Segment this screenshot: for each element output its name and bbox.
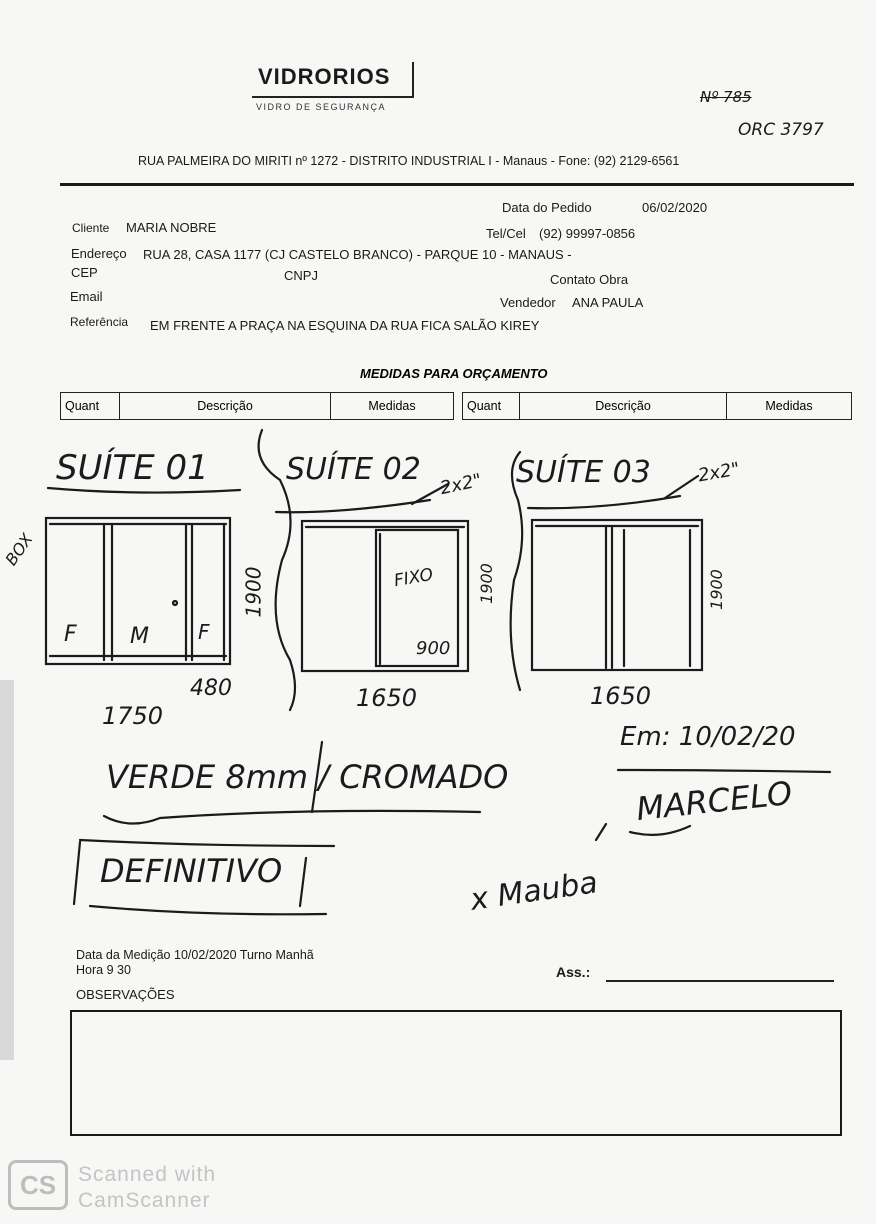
camscanner-watermark [78,1162,216,1214]
orc-number: ORC 3797 [738,120,824,140]
reference-value: EM FRENTE A PRAÇA NA ESQUINA DA RUA FICA SALÃO KIREY [150,318,540,333]
install-date: Em: 10/02/20 [620,722,796,752]
client-signature: x Mauba [468,865,600,918]
suite1-height: 1900 [241,566,266,618]
address-label: Endereço [71,246,127,261]
definitivo-note: DEFINITIVO [100,852,283,890]
signature-line [606,980,834,982]
client-value: MARIA NOBRE [126,220,217,235]
suite2-rail-size: 2x2" [438,469,484,500]
col-quant: Quant [463,393,520,419]
signature-label: Ass.: [556,964,591,980]
hour-value: 9 30 [106,963,131,977]
order-date-value: 06/02/2020 [642,200,708,215]
suite3-width: 1650 [590,682,652,710]
suite3-height: 1900 [706,569,726,610]
client-label: Cliente [72,221,110,235]
seller-value: ANA PAULA [572,295,644,310]
company-logo: VIDRORIOS [258,64,391,89]
phone-value: (92) 99997-0856 [539,226,636,241]
cnpj-label: CNPJ [284,268,318,283]
turn-value: Manhã [275,948,314,962]
installer-name: MARCELO [634,773,794,829]
suite1-panel: 480 [190,676,232,701]
suite1-width: 1750 [102,702,164,730]
suite1-mobile: M [130,624,149,649]
suite2-width: 1650 [356,684,418,712]
suite2-label: SUÍTE 02 [286,452,421,487]
watermark-line2: CamScanner [78,1189,211,1212]
suite2-fixed: FIXO [392,564,435,592]
col-description: Descrição [520,393,727,419]
suite2-panel: 900 [416,638,451,659]
box-label: BOX [1,530,37,569]
suite1-fixed-left: F [64,622,77,647]
turn-label: Turno [239,948,273,962]
cep-label: CEP [71,265,98,280]
col-quant: Quant [61,393,120,419]
glass-underline [104,811,480,824]
contact-label: Contato Obra [550,272,629,287]
seller-label: Vendedor [500,295,556,310]
order-date-label: Data do Pedido [502,200,592,215]
hour-label: Hora [76,963,104,977]
address-value: RUA 28, CASA 1177 (CJ CASTELO BRANCO) - PARQUE 10 - MANAUS - [143,247,572,262]
form-number: Nº 785 [700,88,752,106]
observations-box [70,1010,842,1136]
watermark-line1: Scanned with [78,1163,217,1186]
measure-date-label: Data da Medição [76,948,171,962]
suite2-height: 1900 [476,563,496,604]
col-measures: Medidas [368,399,416,413]
measure-info-line2 [76,963,131,977]
suite3-rail-size: 2x2" [696,458,742,487]
logo-tagline: VIDRO DE SEGURANÇA [256,102,387,112]
col-description: Descrição [120,393,331,419]
install-underline [618,770,830,772]
suite1-fixed-right: F [198,620,210,644]
phone-label: Tel/Cel [486,226,526,241]
col-measures: Medidas [765,399,813,413]
company-address: RUA PALMEIRA DO MIRITI nº 1272 - DISTRITO INDUSTRIAL I - Manaus - Fone: (92) 2129-6561 [138,154,680,168]
suite1-label: SUÍTE 01 [56,448,209,488]
glass-spec: VERDE 8mm / CROMADO [106,758,509,796]
reference-label: Referência [70,315,129,329]
observations-label: OBSERVAÇÕES [76,987,175,1002]
suite3-label: SUÍTE 03 [516,455,651,490]
measures-title: MEDIDAS PARA ORÇAMENTO [360,366,548,381]
measure-info-line1 [76,948,314,962]
measure-date-value: 10/02/2020 [174,948,237,962]
email-label: Email [70,289,103,304]
camscanner-logo: CS [8,1160,68,1210]
